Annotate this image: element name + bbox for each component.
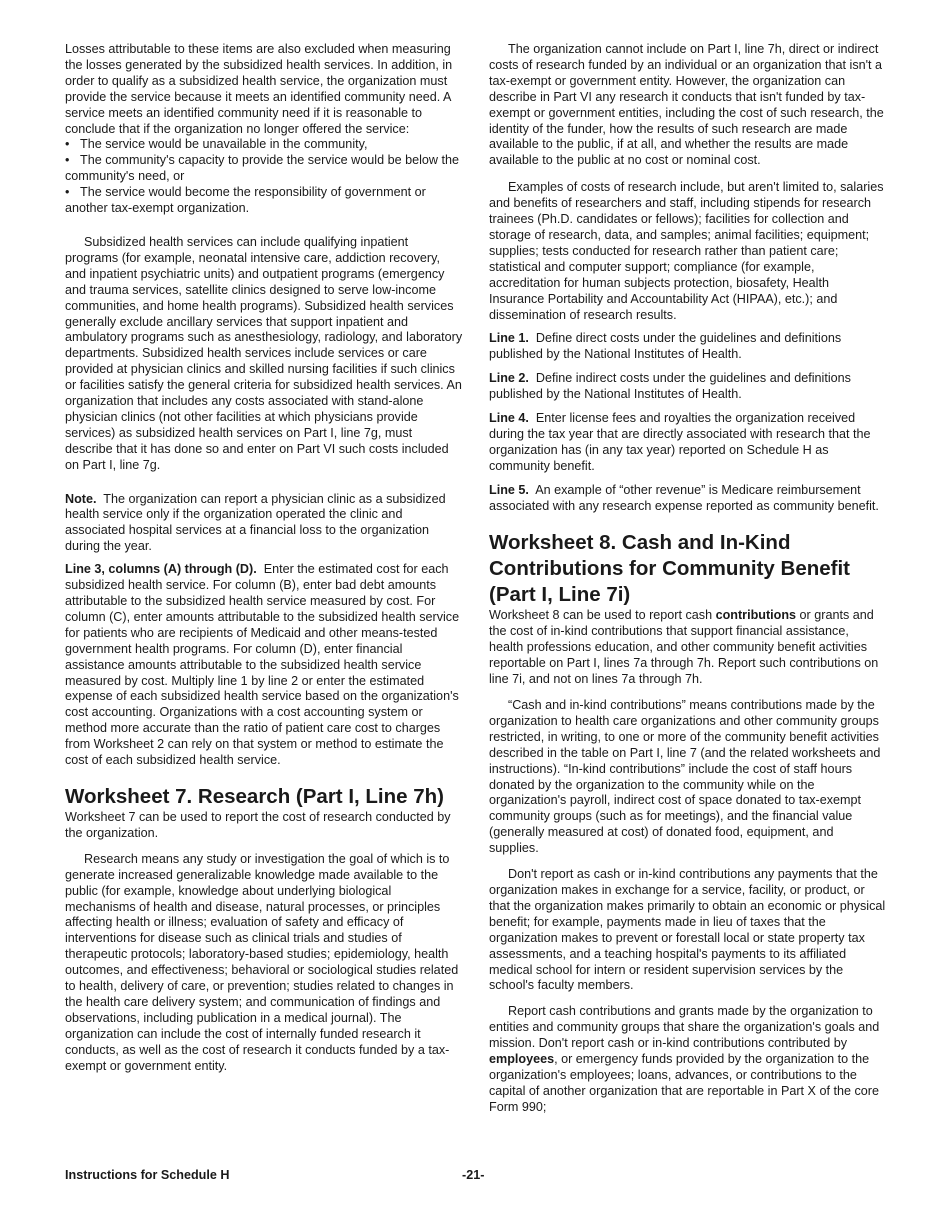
note-text: The organization can report a physician clinic as a subsidized health service only if the organization operated the clinic and associated hospital services at a financial loss to the organization during the year. [65,491,446,554]
line5-paragraph [489,483,886,515]
worksheet8-intro [489,608,886,688]
ws8-intro-a: Worksheet 8 can be used to report cash [489,608,713,623]
footer-title: Instructions for Schedule H [65,1168,230,1182]
line3-paragraph [65,562,463,769]
left-column [65,42,463,1074]
right-column [489,42,886,1116]
report-cash-paragraph [489,1004,886,1115]
line3-text: Enter the estimated cost for each subsidized health service. For column (B), enter bad debt amounts attributable to the subsidized health service measured by cost. For column (C), enter amounts attributable to the subsidized health service for patients who are recipients of Medicaid and other means-tested government health programs. For column (D), enter financial assistance amounts attributable to the subsidized health service measured by cost. Multiply line 1 by line 2 or enter the estimated expense of each subsidized health service based on the organization's cost accounting. Organizations with a cost accounting system or method more accurate than the ratio of patient care cost to charges from Worksheet 2 can rely on that system or method to estimate the cost of each subsidized health service. [65,562,460,768]
bullet-item: • The community's capacity to provide the service would be below the community's need, or [65,153,463,185]
research-funding-paragraph: The organization cannot include on Part I, line 7h, direct or indirect costs of research funded by an individual or an organization that isn't a tax-exempt or government entity. However, the organization can describe in Part VI any research it conducts that isn't funded by tax-exempt or government entities, including the cost of such research, the identity of the funder, how the results of such research are made available to the public, if at all, and whether the results are made available to the public at no cost or nominal cost. [489,42,884,168]
ws8-intro-bold: contributions [715,608,797,623]
research-costs-paragraph: Examples of costs of research include, but aren't limited to, salaries and benefits of researchers and staff, including stipends for research trainees (Ph.D. candidates or fellows); facilities for collection and storage of research, data, and samples; animal facilities; equipment; supplies; tests conducted for research rather than patient care; statistical and computer support; compliance (for example, accreditation for human subjects protection, biosafety, Health Insurance Portability and Accountability Act (HIPAA), etc.); and dissemination of research results. [489,180,884,322]
line5-text: An example of “other revenue” is Medicare reimbursement associated with any research expense reported as community benefit. [489,482,879,513]
line4-paragraph [489,411,886,475]
page-number: -21- [462,1168,485,1182]
ws8-intro-b: or grants and the cost of in-kind contributions that support financial assistance, health professions education, and other community benefit activities reportable on Part I, lines 7a through 7h. Report such contributions on line 7i, and not on lines 7a through 7h. [489,608,879,687]
worksheet7-heading: Worksheet 7. Research (Part I, Line 7h) [65,784,444,808]
worksheet8-heading: Worksheet 8. Cash and In-Kind Contributions for Community Benefit (Part I, Line 7i) [489,531,851,607]
cash-inkind-definition-paragraph: “Cash and in-kind contributions” means contributions made by the organization to health care organizations and other community groups restricted, in writing, to one or more of the community benefit activities described in the table on Part I, line 7 (and the related worksheets and instructions). “In-kind contributions” include the cost of staff hours donated by the organization to the community while on the organization's payroll, indirect cost of space donated to tax-exempt community groups (such as for meetings), and the financial value (generally measured at cost) of donated food, equipment, and supplies. [489,698,881,856]
bullet-item: • The service would become the responsibility of government or another tax-exempt organization. [65,185,463,217]
worksheet7-intro: Worksheet 7 can be used to report the cost of research conducted by the organization. [65,809,451,840]
note-paragraph [65,492,463,556]
line1-paragraph [489,331,886,363]
note-label: Note. [65,491,97,506]
line2-paragraph [489,371,886,403]
dont-report-paragraph: Don't report as cash or in-kind contributions any payments that the organization makes in exchange for a service, facility, or product, or that the organization makes primarily to obtain an economic or physical benefit; for example, payments made in lieu of taxes that the organization makes to prevent or forestall local or state property tax assessments, and a teaching hospital's payments to its affiliated medical school for intern or resident supervision services by the school's faculty members. [489,867,886,993]
losses-paragraph: Losses attributable to these items are also excluded when measuring the losses generated by the subsidized health services. In addition, in order to qualify as a subsidized health service, the organization must provide the service because it meets an identified community need. A service meets an identified community need if it is reasonable to conclude that if the organization no longer offered the service: [65,42,453,136]
line1-text: Define direct costs under the guidelines and definitions published by the National Institutes of Health. [489,331,842,362]
line3-label: Line 3, columns (A) through (D). [65,562,257,577]
bullet-item: • The service would be unavailable in the community, [65,137,463,153]
subsidized-services-paragraph: Subsidized health services can include qualifying inpatient programs (for example, neonatal intensive care, addiction recovery, and inpatient psychiatric units) and outpatient programs (emergency and trauma services, satellite clinics designed to serve low-income communities, and home health programs). Subsidized health services generally exclude ancillary services that support inpatient and ambulatory programs such as anesthesiology, radiology, and laboratory departments. Subsidized health services include services or care provided at physician clinics and skilled nursing facilities if such clinics or facilities satisfy the general criteria for subsidized health services. An organization that includes any costs associated with stand-alone physician clinics (not other facilities at which physicians provide services) as subsidized health services on Part I, line 7g, must describe that it has done so and enter on Part VI such costs included on Part I, line 7g. [65,234,463,472]
line2-text: Define indirect costs under the guidelines and definitions published by the National Institutes of Health. [489,371,851,402]
line1-label: Line 1. [489,331,529,346]
line4-label: Line 4. [489,411,529,426]
line2-label: Line 2. [489,371,529,386]
line4-text: Enter license fees and royalties the organization received during the tax year that are directly associated with research that the organization has (in any tax year) reported on Schedule H as community benefit. [489,411,871,473]
research-definition-paragraph: Research means any study or investigation the goal of which is to generate increased generalizable knowledge made available to the public (for example, knowledge about underlying biological mechanisms of health and disease, natural processes, or principles affecting health or illness; evaluation of safety and efficacy of interventions for disease such as clinical trials and studies of therapeutic protocols; laboratory-based studies; epidemiology, health outcomes, and effectiveness; behavioral or sociological studies related to health, delivery of care, or prevention; studies related to changes in the health care delivery system; and communication of findings and observations, including publication in a medical journal). The organization can include the cost of internally funded research it conducts, as well as the cost of research it conducts funded by a tax-exempt or government entity. [65,851,459,1073]
r5-text-b: , or emergency funds provided by the organization to the organization's employees; loans, advances, or contributions to the capital of another organization that are reportable in Part X of the core Form 990; [489,1052,879,1114]
line5-label: Line 5. [489,482,529,497]
r5-text-a: Report cash contributions and grants made by the organization to entities and community groups that share the organization's goals and mission. Don't report cash or in-kind contributions contributed by [489,1004,880,1051]
r5-bold: employees [489,1052,555,1067]
